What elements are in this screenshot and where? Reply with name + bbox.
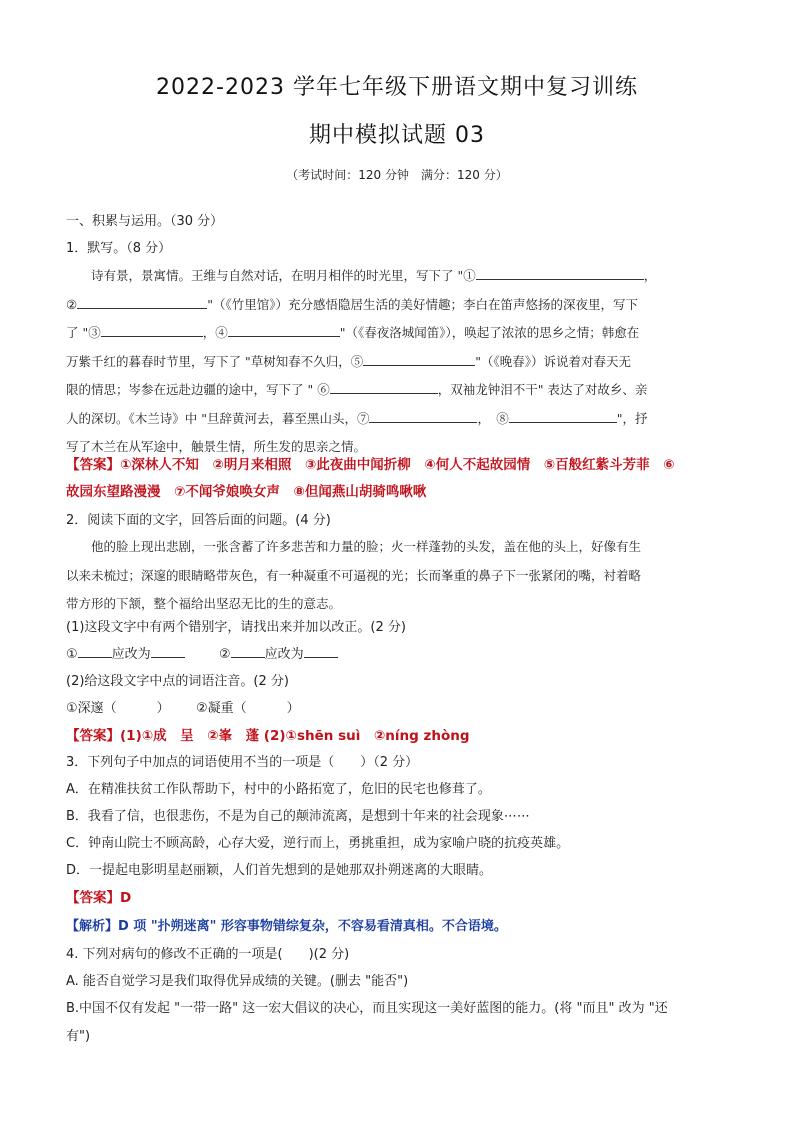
page-title: 2022-2023 学年七年级下册语文期中复习训练 <box>156 75 638 100</box>
question-2-passage: 他的脸上现出悲剧，一张含蓄了许多悲苦和力量的脸；火一样蓬勃的头发，盖在他的头上，好像有生 以来未梳过；深邃的眼睛略带灰色，有一种凝重不可逼视的光；长而峯重的鼻子下一张紧闭的嘴，衬着略 带方形的下颔，整个福给出坚忍无比的生的意志。 <box>66 539 642 611</box>
q1-line-2: ② "（《竹里馆》）充分感悟隐居生活的美好情趣；李白在笛声悠扬的深夜里，写下 <box>66 291 730 320</box>
blank-5[interactable] <box>363 349 475 366</box>
blank-1[interactable] <box>476 263 644 280</box>
question-1-label: 1．默写。（8 分） <box>66 241 172 256</box>
q1-line-7: 写了木兰在从军途中，触景生情，所生发的思亲之情。 <box>66 439 367 454</box>
blank-7[interactable] <box>369 406 477 423</box>
blank-4[interactable] <box>228 320 340 337</box>
exam-info: （考试时间：120 分钟 满分：120 分） <box>286 168 508 182</box>
question-3-option-a: A．在精准扶贫工作队帮助下，村中的小路拓宽了，危旧的民宅也修葺了。 <box>66 782 491 797</box>
blank-wrong-char-2[interactable] <box>231 643 265 658</box>
question-1-answer: 【答案】①深林人不知 ②明月来相照 ③此夜曲中闻折柳 ④何人不起故园情 ⑤百般红紫斗芳菲 ⑥ 故园东望路漫漫 ⑦不闻爷娘唤女声 ⑧但闻燕山胡骑鸣啾啾 <box>66 457 675 500</box>
question-3-option-c: C．钟南山院士不顾高龄，心存大爱，逆行而上，勇挑重担，成为家喻户晓的抗疫英雄。 <box>66 836 570 851</box>
question-2-sub-1-blanks: ① 应改为 ② 应改为 <box>66 641 730 669</box>
question-3-answer: 【答案】D <box>66 890 132 906</box>
blank-correct-char-2[interactable] <box>304 643 338 658</box>
blank-correct-char-1[interactable] <box>151 643 185 658</box>
blank-2[interactable] <box>77 292 207 309</box>
question-4-label: 4. 下列对病句的修改不正确的一项是( )(2 分) <box>66 947 350 962</box>
q1-line-3: 了 "③ ，④ "（《春夜洛城闻笛》），唤起了浓浓的思乡之情；韩愈在 <box>66 319 730 348</box>
q1-line-5: 限的情思；岑参在远赴边疆的途中，写下了 " ⑥ ，双袖龙钟泪不干" 表达了对故乡、亲 <box>66 376 730 405</box>
section-heading: 一、积累与运用。（30 分） <box>66 214 224 229</box>
question-2-label: 2．阅读下面的文字，回答后面的问题。(4 分) <box>66 513 331 528</box>
q1-line-1: 诗有景，景寓情。王维与自然对话，在明月相伴的时光里，写下了 "① ， <box>66 262 730 291</box>
blank-wrong-char-1[interactable] <box>78 643 112 658</box>
blank-8[interactable] <box>509 406 617 423</box>
question-2-answer: 【答案】(1)①成 呈 ②峯 蓬 (2)①shēn suì ②níng zhòng <box>66 728 470 744</box>
page-subtitle: 期中模拟试题 03 <box>309 123 485 148</box>
q1-line-4: 万紫千红的暮春时节里，写下了 "草树知春不久归，⑤ "（《晚春》）诉说着对春天无 <box>66 348 730 377</box>
blank-3[interactable] <box>101 320 203 337</box>
question-4-option-b: B.中国不仅有发起 "一带一路" 这一宏大倡议的决心，而且实现这一美好蓝图的能力。(将 "而且" 改为 "还 有") <box>66 1001 668 1044</box>
question-1-passage <box>66 262 730 462</box>
question-3-explanation: 【解析】D 项 "扑朔迷离" 形容事物错综复杂，不容易看清真相。不合语境。 <box>66 919 507 934</box>
question-4-option-a: A. 能否自觉学习是我们取得优异成绩的关键。(删去 "能否") <box>66 974 409 989</box>
blank-6[interactable] <box>330 377 438 394</box>
question-3-option-d: D．一提起电影明星赵丽颖，人们首先想到的是她那双扑朔迷离的大眼睛。 <box>66 863 493 878</box>
question-2-sub-2: (2)给这段文字中点的词语注音。(2 分) <box>66 674 289 689</box>
q1-line-6: 人的深切。《木兰诗》中 "旦辞黄河去，暮至黑山头，⑦ ， ⑧ "，抒 <box>66 405 730 434</box>
question-2-sub-2-blanks: ①深邃（ ） ②凝重（ ） <box>66 701 300 716</box>
question-3-label: 3．下列句子中加点的词语使用不当的一项是（ ）（2 分） <box>66 755 419 770</box>
question-2-sub-1: (1)这段文字中有两个错别字，请找出来并加以改正。(2 分) <box>66 620 406 635</box>
question-3-option-b: B．我看了信，也很悲伤，不是为自己的颠沛流离，是想到十年来的社会现象⋯⋯ <box>66 809 530 824</box>
